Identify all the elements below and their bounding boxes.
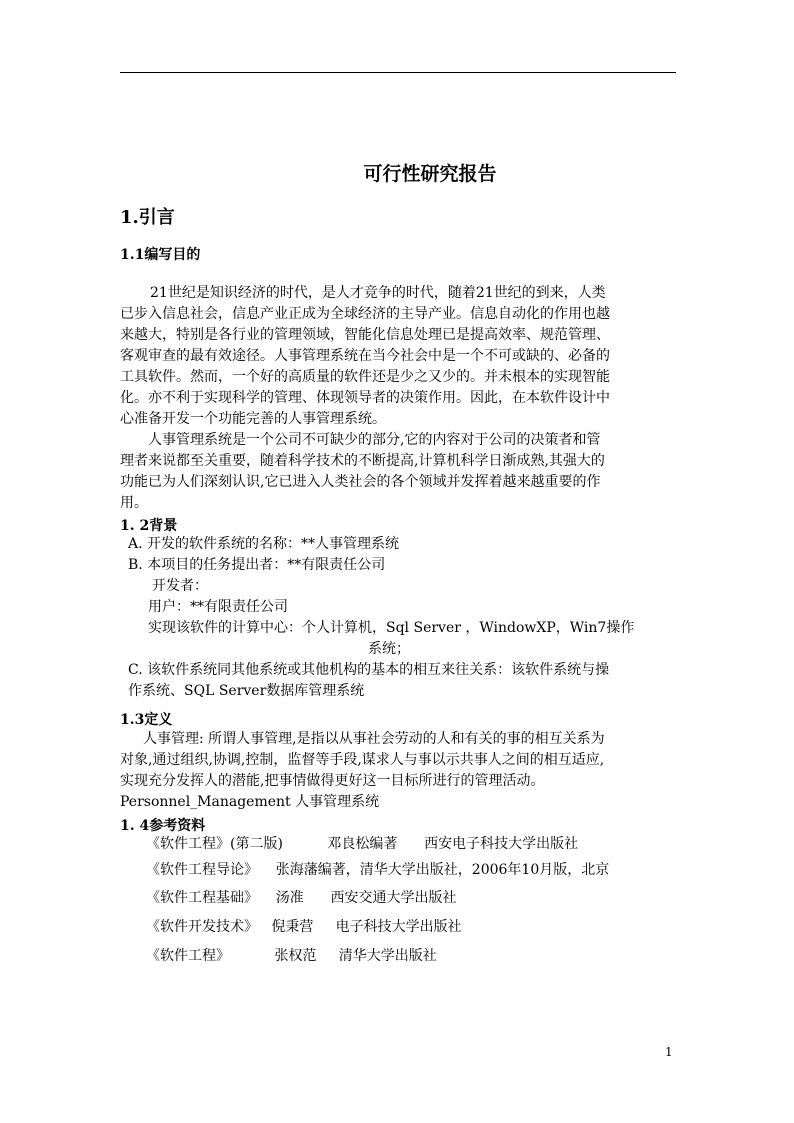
document-title: 可行性研究报告 xyxy=(363,163,497,185)
paragraph-line: 来越大，特别是各行业的管理领域，智能化信息处理已是提高效率、规范管理、 xyxy=(120,327,610,343)
paragraph-line: 化。亦不利于实现科学的管理、体现领导者的决策作用。因此，在本软件设计中 xyxy=(120,390,610,406)
paragraph-line: 用。 xyxy=(120,495,148,511)
paragraph-line: 理者来说都至关重要，随着科学技术的不断提高,计算机科学日渐成熟,其强大的 xyxy=(120,453,605,469)
list-item: 开发者： xyxy=(152,578,208,594)
paragraph-line: 客观审查的最有效途径。人事管理系统在当今社会中是一个不可或缺的、必备的 xyxy=(120,348,610,364)
list-item: C. 该软件系统同其他系统或其他机构的基本的相互来往关系：该软件系统与操 xyxy=(128,662,610,678)
list-item: 作系统、SQL Server数据库管理系统 xyxy=(128,683,365,699)
paragraph-line: 工具软件。然而，一个好的高质量的软件还是少之又少的。并未根本的实现智能 xyxy=(120,369,610,385)
paragraph-line: Personnel_Management 人事管理系统 xyxy=(120,794,380,810)
reference-item: 《软件开发技术》 倪秉营 电子科技大学出版社 xyxy=(146,919,462,935)
heading-definitions: 1.3定义 xyxy=(120,712,173,728)
list-item: A. 开发的软件系统的名称：**人事管理系统 xyxy=(128,536,400,552)
section-heading-intro: 1.引言 xyxy=(120,207,175,228)
reference-item: 《软件工程基础》 汤准 西安交通大学出版社 xyxy=(146,890,457,906)
heading-purpose: 1.1编写目的 xyxy=(120,247,201,263)
heading-background: 1. 2背景 xyxy=(120,518,178,534)
reference-item: 《软件工程》(第二版) 邓良松编著 西安电子科技大学出版社 xyxy=(146,836,579,852)
reference-item: 《软件工程》 张权范 清华大学出版社 xyxy=(146,948,437,964)
heading-references: 1. 4参考资料 xyxy=(120,818,206,834)
paragraph-line: 对象,通过组织,协调,控制，监督等手段,谋求人与事以示共事人之间的相互适应, xyxy=(120,752,605,768)
paragraph-line: 功能已为人们深刻认识,它已进入人类社会的各个领域并发挥着越来越重要的作 xyxy=(120,474,601,490)
list-item: B. 本项目的任务提出者：**有限责任公司 xyxy=(128,557,386,573)
paragraph-line: 人事管理: 所谓人事管理,是指以从事社会劳动的人和有关的事的相互关系为 xyxy=(143,731,605,747)
list-item: 实现该软件的计算中心：个人计算机，Sql Server ，WindowXP，Win7操作 xyxy=(148,620,635,636)
paragraph-line: 实现充分发挥人的潜能,把事情做得更好这一目标所进行的管理活动。 xyxy=(120,773,545,789)
paragraph-line: 已步入信息社会，信息产业正成为全球经济的主导产业。信息自动化的作用也越 xyxy=(120,306,610,322)
page-number: 1 xyxy=(665,1045,673,1059)
paragraph-line: 心准备开发一个功能完善的人事管理系统。 xyxy=(120,411,386,427)
header-rule xyxy=(120,72,676,73)
list-item: 系统； xyxy=(368,641,410,657)
paragraph-line: 21世纪是知识经济的时代，是人才竞争的时代，随着21世纪的到来，人类 xyxy=(150,285,606,301)
paragraph-line: 人事管理系统是一个公司不可缺少的部分,它的内容对于公司的决策者和管 xyxy=(148,432,601,448)
list-item: 用户：**有限责任公司 xyxy=(148,599,288,615)
reference-item: 《软件工程导论》 张海藩编著，清华大学出版社，2006年10月版，北京 xyxy=(146,862,610,878)
